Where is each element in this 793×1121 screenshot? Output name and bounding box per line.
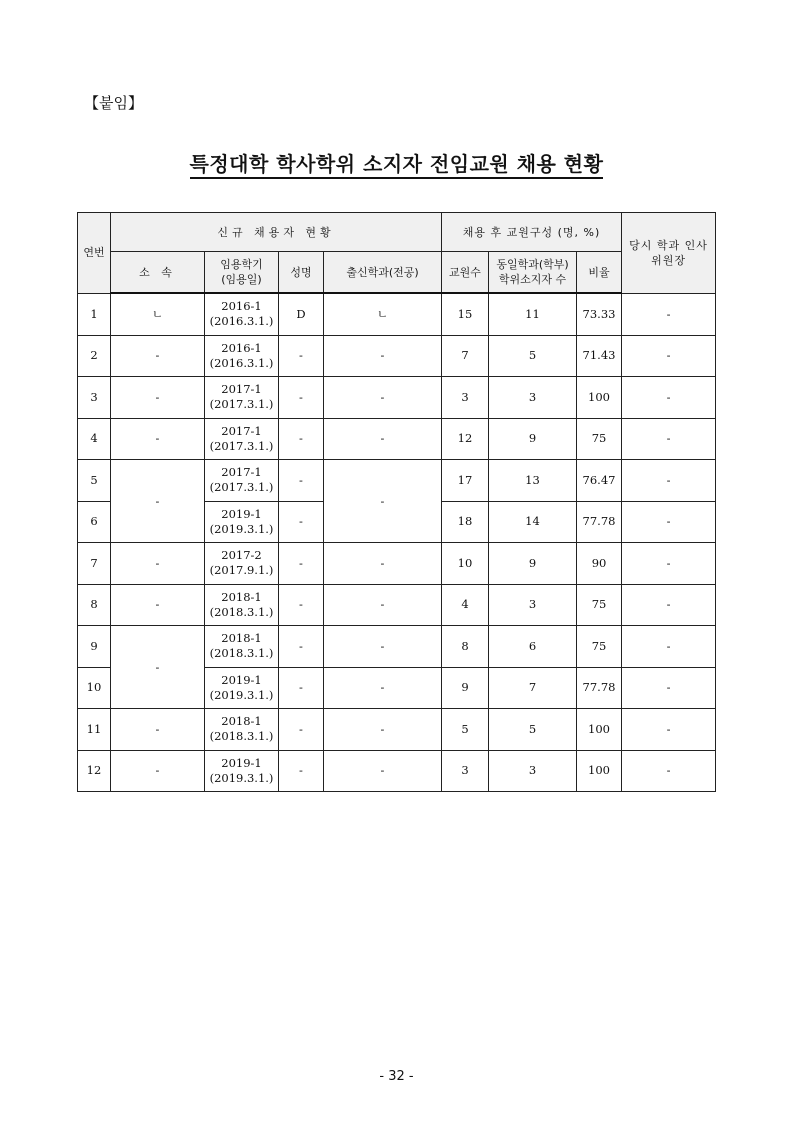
cell-no: 9 bbox=[78, 626, 111, 668]
cell-same-dept: 5 bbox=[489, 335, 577, 377]
cell-term: 2017-1 (2017.3.1.) bbox=[205, 418, 279, 460]
cell-term: 2016-1 (2016.3.1.) bbox=[205, 335, 279, 377]
header-origin-dept: 출신학과(전공) bbox=[324, 252, 442, 294]
cell-term: 2018-1 (2018.3.1.) bbox=[205, 709, 279, 751]
cell-affiliation: - bbox=[111, 626, 205, 709]
cell-ratio: 77.78 bbox=[577, 667, 622, 709]
cell-chair: - bbox=[622, 418, 716, 460]
table-row bbox=[78, 626, 716, 668]
cell-same-dept: 3 bbox=[489, 750, 577, 792]
cell-same-dept: 13 bbox=[489, 460, 577, 502]
cell-affiliation: - bbox=[111, 377, 205, 419]
header-term-line1: 임용학기 bbox=[220, 258, 263, 271]
cell-no: 1 bbox=[78, 293, 111, 335]
cell-same-dept: 5 bbox=[489, 709, 577, 751]
cell-faculty-count: 10 bbox=[442, 543, 489, 585]
table-row bbox=[78, 335, 716, 377]
cell-origin-dept: - bbox=[324, 335, 442, 377]
cell-term: 2017-2 (2017.9.1.) bbox=[205, 543, 279, 585]
cell-faculty-count: 12 bbox=[442, 418, 489, 460]
cell-faculty-count: 9 bbox=[442, 667, 489, 709]
cell-faculty-count: 17 bbox=[442, 460, 489, 502]
header-new-hires-group: 신규 채용자 현황 bbox=[111, 213, 442, 252]
cell-same-dept: 3 bbox=[489, 584, 577, 626]
cell-chair: - bbox=[622, 501, 716, 543]
cell-faculty-count: 5 bbox=[442, 709, 489, 751]
cell-ratio: 75 bbox=[577, 584, 622, 626]
cell-same-dept: 9 bbox=[489, 418, 577, 460]
cell-term: 2019-1 (2019.3.1.) bbox=[205, 501, 279, 543]
table-row bbox=[78, 750, 716, 792]
cell-name: - bbox=[279, 667, 324, 709]
cell-origin-dept: - bbox=[324, 667, 442, 709]
cell-no: 10 bbox=[78, 667, 111, 709]
cell-no: 8 bbox=[78, 584, 111, 626]
cell-term: 2018-1 (2018.3.1.) bbox=[205, 626, 279, 668]
cell-affiliation: - bbox=[111, 584, 205, 626]
cell-faculty-count: 3 bbox=[442, 750, 489, 792]
cell-chair: - bbox=[622, 584, 716, 626]
cell-chair: - bbox=[622, 293, 716, 335]
hiring-status-table bbox=[77, 212, 716, 792]
header-ratio: 비율 bbox=[577, 252, 622, 294]
cell-no: 4 bbox=[78, 418, 111, 460]
cell-ratio: 77.78 bbox=[577, 501, 622, 543]
cell-term: 2019-1 (2019.3.1.) bbox=[205, 750, 279, 792]
cell-origin-dept: - bbox=[324, 543, 442, 585]
cell-term: 2017-1 (2017.3.1.) bbox=[205, 377, 279, 419]
cell-ratio: 71.43 bbox=[577, 335, 622, 377]
cell-origin-dept: - bbox=[324, 750, 442, 792]
header-name: 성명 bbox=[279, 252, 324, 294]
attachment-label: 【붙임】 bbox=[84, 94, 143, 112]
header-affiliation: 소 속 bbox=[111, 252, 205, 294]
header-dept-chair: 당시 학과 인사위원장 bbox=[622, 213, 716, 294]
table-row bbox=[78, 293, 716, 335]
document-title bbox=[0, 148, 793, 177]
cell-same-dept: 3 bbox=[489, 377, 577, 419]
cell-chair: - bbox=[622, 750, 716, 792]
cell-name: - bbox=[279, 584, 324, 626]
header-no: 연번 bbox=[78, 213, 111, 294]
cell-origin-dept: - bbox=[324, 626, 442, 668]
header-same-dept bbox=[489, 252, 577, 294]
header-faculty-count: 교원수 bbox=[442, 252, 489, 294]
cell-affiliation: - bbox=[111, 750, 205, 792]
table-row bbox=[78, 460, 716, 502]
cell-affiliation: ㄴ bbox=[111, 293, 205, 335]
cell-term: 2017-1 (2017.3.1.) bbox=[205, 460, 279, 502]
cell-faculty-count: 18 bbox=[442, 501, 489, 543]
cell-name: - bbox=[279, 418, 324, 460]
cell-ratio: 100 bbox=[577, 709, 622, 751]
cell-ratio: 76.47 bbox=[577, 460, 622, 502]
cell-same-dept: 6 bbox=[489, 626, 577, 668]
cell-faculty-count: 4 bbox=[442, 584, 489, 626]
cell-origin-dept: - bbox=[324, 709, 442, 751]
cell-term: 2019-1 (2019.3.1.) bbox=[205, 667, 279, 709]
cell-term: 2018-1 (2018.3.1.) bbox=[205, 584, 279, 626]
cell-chair: - bbox=[622, 460, 716, 502]
cell-affiliation: - bbox=[111, 335, 205, 377]
cell-no: 12 bbox=[78, 750, 111, 792]
header-term bbox=[205, 252, 279, 294]
cell-name: - bbox=[279, 709, 324, 751]
cell-origin-dept: - bbox=[324, 584, 442, 626]
cell-no: 5 bbox=[78, 460, 111, 502]
header-same-dept-line1: 동일학과(학부) bbox=[496, 258, 569, 271]
table-row bbox=[78, 543, 716, 585]
cell-no: 3 bbox=[78, 377, 111, 419]
cell-ratio: 90 bbox=[577, 543, 622, 585]
header-after-hire-group: 채용 후 교원구성 (명, %) bbox=[442, 213, 622, 252]
cell-name: D bbox=[279, 293, 324, 335]
table-row bbox=[78, 584, 716, 626]
cell-name: - bbox=[279, 501, 324, 543]
table-row bbox=[78, 418, 716, 460]
cell-no: 7 bbox=[78, 543, 111, 585]
cell-ratio: 73.33 bbox=[577, 293, 622, 335]
cell-affiliation: - bbox=[111, 543, 205, 585]
cell-name: - bbox=[279, 626, 324, 668]
cell-same-dept: 14 bbox=[489, 501, 577, 543]
cell-faculty-count: 7 bbox=[442, 335, 489, 377]
cell-affiliation: - bbox=[111, 418, 205, 460]
cell-no: 2 bbox=[78, 335, 111, 377]
document-title-text: 특정대학 학사학위 소지자 전임교원 채용 현황 bbox=[190, 152, 604, 179]
cell-chair: - bbox=[622, 377, 716, 419]
cell-chair: - bbox=[622, 543, 716, 585]
cell-chair: - bbox=[622, 709, 716, 751]
cell-chair: - bbox=[622, 626, 716, 668]
cell-name: - bbox=[279, 543, 324, 585]
cell-chair: - bbox=[622, 667, 716, 709]
header-same-dept-line2: 학위소지자 수 bbox=[498, 273, 567, 286]
table-row bbox=[78, 377, 716, 419]
cell-no: 6 bbox=[78, 501, 111, 543]
cell-origin-dept: - bbox=[324, 377, 442, 419]
cell-name: - bbox=[279, 750, 324, 792]
table-row bbox=[78, 709, 716, 751]
cell-same-dept: 7 bbox=[489, 667, 577, 709]
cell-ratio: 75 bbox=[577, 418, 622, 460]
cell-name: - bbox=[279, 335, 324, 377]
cell-name: - bbox=[279, 460, 324, 502]
cell-ratio: 100 bbox=[577, 750, 622, 792]
cell-origin-dept: - bbox=[324, 460, 442, 543]
cell-ratio: 100 bbox=[577, 377, 622, 419]
cell-faculty-count: 15 bbox=[442, 293, 489, 335]
cell-same-dept: 9 bbox=[489, 543, 577, 585]
cell-name: - bbox=[279, 377, 324, 419]
cell-chair: - bbox=[622, 335, 716, 377]
page-number: - 32 - bbox=[379, 1069, 414, 1084]
cell-no: 11 bbox=[78, 709, 111, 751]
cell-faculty-count: 8 bbox=[442, 626, 489, 668]
cell-affiliation: - bbox=[111, 709, 205, 751]
cell-same-dept: 11 bbox=[489, 293, 577, 335]
cell-origin-dept: - bbox=[324, 418, 442, 460]
cell-term: 2016-1 (2016.3.1.) bbox=[205, 293, 279, 335]
header-term-line2: (임용일) bbox=[221, 273, 262, 286]
cell-origin-dept: ㄴ bbox=[324, 293, 442, 335]
cell-ratio: 75 bbox=[577, 626, 622, 668]
cell-affiliation: - bbox=[111, 460, 205, 543]
cell-faculty-count: 3 bbox=[442, 377, 489, 419]
